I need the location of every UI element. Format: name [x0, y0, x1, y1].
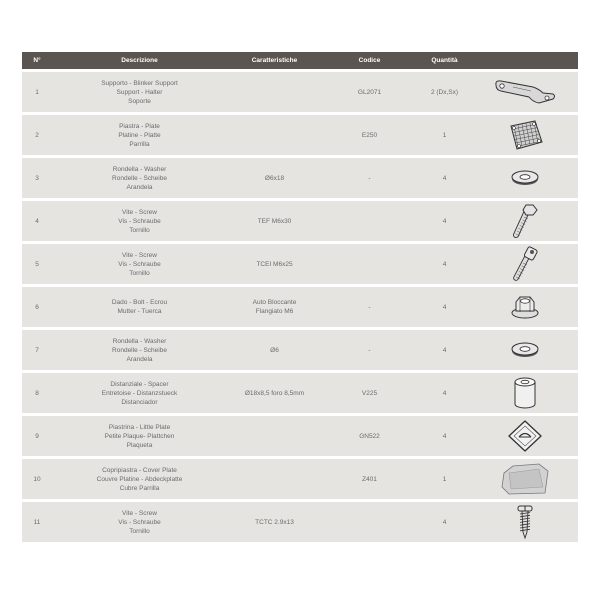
- description-line: Soporte: [128, 97, 151, 105]
- row-image: [472, 203, 578, 239]
- row-description: [52, 251, 227, 278]
- row-features: TCEI M6x25: [256, 260, 293, 268]
- row-number: 3: [35, 174, 39, 182]
- row-description: [52, 298, 227, 316]
- row-code: -: [368, 346, 371, 354]
- flange-nut-icon: [510, 293, 540, 321]
- description-line: Supporto - Blinker Support: [101, 79, 178, 87]
- row-quantity: 4: [442, 260, 447, 268]
- description-line: Vite - Screw: [122, 509, 157, 517]
- row-code: -: [368, 174, 371, 182]
- washer-icon: [510, 169, 540, 187]
- description-line: Vite - Screw: [122, 251, 157, 259]
- row-description: [52, 208, 227, 235]
- description-line: Couvre Platine - Abdeckplatte: [96, 475, 183, 483]
- bracket-icon: [493, 77, 557, 107]
- description-line: Arandela: [126, 355, 153, 363]
- row-quantity: 1: [442, 475, 447, 483]
- row-quantity: 4: [442, 518, 447, 526]
- description-line: Rondella - Washer: [112, 165, 167, 173]
- description-line: Distanciador: [121, 398, 158, 406]
- description-line: Dado - Bolt - Ecrou: [111, 299, 168, 306]
- row-quantity: 1: [442, 131, 447, 139]
- plate-icon: [505, 118, 545, 152]
- row-description: [52, 380, 227, 407]
- row-quantity: 4: [442, 174, 447, 182]
- hex-screw-icon: [510, 203, 540, 239]
- row-features: Ø18x8,5 foro 8,5mm: [244, 389, 305, 397]
- table-row: [22, 201, 578, 241]
- table-row: [22, 416, 578, 456]
- row-features: [227, 298, 322, 316]
- allen-screw-icon: [510, 246, 540, 282]
- header-number: N°: [33, 57, 41, 64]
- table-row: [22, 373, 578, 413]
- table-row: [22, 244, 578, 284]
- row-code: V225: [361, 389, 378, 397]
- description-line: Rondelle - Scheibe: [112, 346, 167, 354]
- description-line: Plaqueta: [126, 441, 153, 449]
- description-line: Piastrina - Little Plate: [108, 423, 171, 431]
- description-line: Vis - Schraube: [118, 260, 161, 268]
- description-line: Piastra - Plate: [119, 122, 160, 130]
- description-line: Distanziale - Spacer: [110, 380, 169, 388]
- row-number: 8: [35, 389, 39, 397]
- table-row: [22, 502, 578, 542]
- row-description: [52, 79, 227, 106]
- row-quantity: 4: [442, 303, 447, 311]
- table-row: [22, 287, 578, 327]
- description-line: Mutter - Tuerca: [117, 308, 162, 315]
- description-line: Support - Halter: [116, 88, 163, 96]
- row-features: TCTC 2.9x13: [255, 518, 294, 526]
- row-description: [52, 423, 227, 450]
- description-line: Vis - Schraube: [118, 518, 161, 526]
- cover-plate-icon: [499, 461, 551, 497]
- row-quantity: 4: [442, 346, 447, 354]
- row-image: [472, 376, 578, 410]
- header-quantity: Quantità: [431, 57, 458, 64]
- row-image: [472, 419, 578, 453]
- row-features: Ø6x18: [264, 174, 285, 182]
- features-line: Auto Bloccante: [252, 299, 297, 306]
- row-image: [472, 461, 578, 497]
- row-image: [472, 504, 578, 540]
- table-body: [22, 72, 578, 542]
- row-quantity: 4: [442, 432, 447, 440]
- description-line: Vis - Schraube: [118, 217, 161, 225]
- description-line: Copripiastra - Cover Plate: [102, 466, 177, 474]
- parts-table: [22, 52, 578, 542]
- row-code: -: [368, 303, 371, 311]
- description-line: Rondella - Washer: [112, 337, 167, 345]
- table-row: [22, 459, 578, 499]
- row-number: 6: [35, 303, 39, 311]
- description-line: Vite - Screw: [122, 208, 157, 216]
- table-row: [22, 72, 578, 112]
- description-line: Entretoise - Distanzstueck: [101, 389, 178, 397]
- description-line: Cubre Parrilla: [119, 484, 160, 492]
- description-line: Tornillo: [129, 527, 150, 535]
- washer-icon: [510, 341, 540, 359]
- header-code: Codice: [358, 57, 381, 64]
- row-description: [52, 165, 227, 192]
- row-number: 1: [35, 88, 39, 96]
- row-features: Ø6: [270, 346, 279, 354]
- self-tapping-screw-icon: [515, 504, 535, 540]
- row-image: [472, 77, 578, 107]
- row-description: [52, 466, 227, 493]
- row-quantity: 4: [442, 217, 447, 225]
- little-plate-icon: [507, 419, 543, 453]
- row-image: [472, 118, 578, 152]
- row-number: 11: [33, 518, 41, 526]
- row-description: [52, 337, 227, 364]
- table-row: [22, 115, 578, 155]
- header-description: Descrizione: [121, 57, 158, 64]
- row-number: 7: [35, 346, 39, 354]
- row-code: E250: [361, 131, 378, 139]
- description-line: Platine - Platte: [118, 131, 161, 139]
- description-line: Arandela: [126, 183, 153, 191]
- row-number: 2: [35, 131, 39, 139]
- spacer-icon: [512, 376, 538, 410]
- row-code: GN522: [359, 432, 380, 440]
- features-line: Flangiato M6: [255, 308, 294, 315]
- row-code: Z401: [362, 475, 377, 483]
- table-row: [22, 330, 578, 370]
- description-line: Tornillo: [129, 226, 150, 234]
- row-features: TEF M6x30: [257, 217, 292, 225]
- row-image: [472, 246, 578, 282]
- description-line: Petite Plaque- Plattchen: [104, 432, 175, 440]
- table-row: [22, 158, 578, 198]
- header-features: Caratteristiche: [251, 57, 298, 64]
- row-quantity: 4: [442, 389, 447, 397]
- row-image: [472, 293, 578, 321]
- row-description: [52, 122, 227, 149]
- row-image: [472, 169, 578, 187]
- row-code: GL2071: [357, 88, 382, 96]
- description-line: Tornillo: [129, 269, 150, 277]
- row-number: 4: [35, 217, 39, 225]
- row-number: 5: [35, 260, 39, 268]
- description-line: Parrilla: [129, 140, 150, 148]
- row-description: [52, 509, 227, 536]
- row-number: 10: [33, 475, 41, 483]
- row-quantity: 2 (Dx,Sx): [430, 88, 459, 96]
- row-number: 9: [35, 432, 39, 440]
- table-header: [22, 52, 578, 69]
- description-line: Rondelle - Scheibe: [112, 174, 167, 182]
- row-image: [472, 341, 578, 359]
